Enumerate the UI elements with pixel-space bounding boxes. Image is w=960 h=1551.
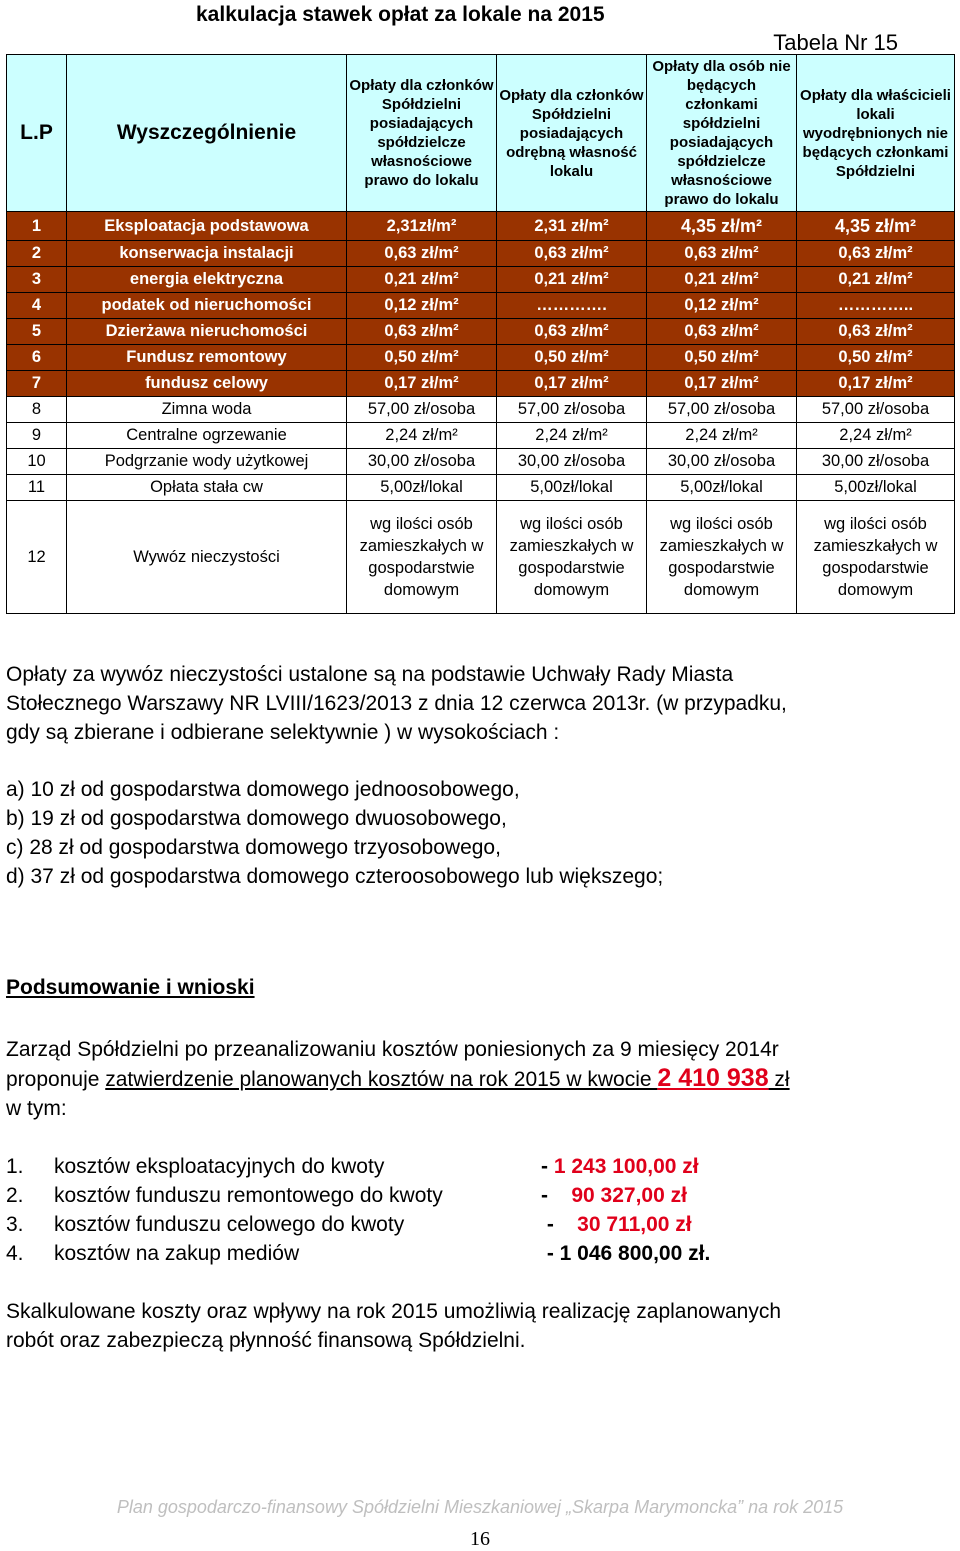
row-number: 1 bbox=[7, 212, 67, 241]
row-number: 8 bbox=[7, 397, 67, 423]
currency-unit: zł bbox=[768, 1068, 790, 1091]
amount-value: 30 711,00 zł bbox=[577, 1213, 692, 1236]
rate-cell: 30,00 zł/osoba bbox=[347, 449, 497, 475]
rate-cell: 30,00 zł/osoba bbox=[797, 449, 955, 475]
closing-paragraph bbox=[6, 1297, 950, 1355]
page-number: 16 bbox=[470, 1528, 490, 1550]
rate-cell: wg ilości osób zamieszkałych w gospodarstwie domowym bbox=[497, 501, 647, 614]
header-owners-non-members: Opłaty dla właścicieli lokali wyodrębnionych nie będących członkami Spółdzielni bbox=[797, 55, 955, 212]
list-item bbox=[6, 1181, 710, 1210]
row-number: 6 bbox=[7, 345, 67, 371]
rate-cell: 0,21 zł/m² bbox=[797, 267, 955, 293]
table-row bbox=[7, 371, 955, 397]
rates-table bbox=[6, 54, 955, 614]
rate-cell: 0,50 zł/m² bbox=[797, 345, 955, 371]
table-row bbox=[7, 267, 955, 293]
summary-text: proponuje bbox=[6, 1068, 106, 1091]
list-item-amount bbox=[541, 1210, 692, 1239]
row-number: 7 bbox=[7, 371, 67, 397]
waste-rate-item: a) 10 zł od gospodarstwa domowego jednoosobowego, bbox=[6, 778, 520, 801]
list-item-dash: - bbox=[541, 1213, 578, 1236]
rate-cell: 0,21 zł/m² bbox=[497, 267, 647, 293]
list-item-number: 3. bbox=[6, 1213, 24, 1236]
header-non-members-cooperative-right: Opłaty dla osób nie będących członkami spółdzielni posiadających spółdzielcze własnościowe prawo do lokalu bbox=[647, 55, 797, 212]
list-item-text: kosztów na zakup mediów bbox=[54, 1242, 300, 1265]
rate-cell: 0,63 zł/m² bbox=[797, 241, 955, 267]
rate-cell: 57,00 zł/osoba bbox=[347, 397, 497, 423]
list-item-dash: - bbox=[541, 1242, 560, 1265]
waste-rate-item: c) 28 zł od gospodarstwa domowego trzyosobowego, bbox=[6, 836, 501, 859]
table-row bbox=[7, 319, 955, 345]
list-item-number: 1. bbox=[6, 1155, 24, 1178]
waste-paragraph-line: gdy są zbierane i odbierane selektywnie ) w wysokościach : bbox=[6, 721, 560, 744]
rate-cell: 0,50 zł/m² bbox=[347, 345, 497, 371]
waste-paragraph bbox=[6, 660, 950, 747]
list-item-dash: - bbox=[541, 1155, 554, 1178]
rate-cell: 0,63 zł/m² bbox=[347, 319, 497, 345]
list-item-text: kosztów eksploatacyjnych do kwoty bbox=[54, 1155, 385, 1178]
rate-cell: 0,63 zł/m² bbox=[647, 241, 797, 267]
rate-cell: 5,00zł/lokal bbox=[797, 475, 955, 501]
waste-paragraph-line: Opłaty za wywóz nieczystości ustalone są na podstawie Uchwały Rady Miasta bbox=[6, 663, 734, 686]
list-item bbox=[6, 1152, 710, 1181]
list-item-text: kosztów funduszu remontowego do kwoty bbox=[54, 1184, 443, 1207]
rate-cell: 5,00zł/lokal bbox=[347, 475, 497, 501]
row-description: podatek od nieruchomości bbox=[67, 293, 347, 319]
list-item-dash: - bbox=[541, 1184, 572, 1207]
rate-cell: 5,00zł/lokal bbox=[497, 475, 647, 501]
rate-cell: 2,24 zł/m² bbox=[497, 423, 647, 449]
waste-rate-item: b) 19 zł od gospodarstwa domowego dwuosobowego, bbox=[6, 807, 507, 830]
header-lp: L.P bbox=[7, 55, 67, 212]
row-number: 3 bbox=[7, 267, 67, 293]
table-label: Tabela Nr 15 bbox=[773, 30, 898, 55]
list-item-amount bbox=[541, 1239, 710, 1268]
closing-line: Skalkulowane koszty oraz wpływy na rok 2015 umożliwią realizację zaplanowanych bbox=[6, 1300, 782, 1323]
rate-cell: ………….. bbox=[797, 293, 955, 319]
summary-line: Zarząd Spółdzielni po przeanalizowaniu kosztów poniesionych za 9 miesięcy 2014r bbox=[6, 1038, 779, 1061]
table-row bbox=[7, 241, 955, 267]
list-item bbox=[6, 1239, 710, 1268]
row-number: 5 bbox=[7, 319, 67, 345]
row-description: energia elektryczna bbox=[67, 267, 347, 293]
rate-cell: 0,63 zł/m² bbox=[497, 241, 647, 267]
row-number: 4 bbox=[7, 293, 67, 319]
rate-cell: 0,17 zł/m² bbox=[347, 371, 497, 397]
amount-value: 1 046 800,00 zł. bbox=[559, 1242, 711, 1265]
table-row bbox=[7, 345, 955, 371]
rate-cell: 4,35 zł/m² bbox=[797, 212, 955, 241]
summary-line: w tym: bbox=[6, 1097, 67, 1120]
rate-cell: 0,21 zł/m² bbox=[347, 267, 497, 293]
rate-cell: 0,12 zł/m² bbox=[647, 293, 797, 319]
row-description: Eksploatacja podstawowa bbox=[67, 212, 347, 241]
table-row bbox=[7, 475, 955, 501]
row-description: Dzierżawa nieruchomości bbox=[67, 319, 347, 345]
table-header-row bbox=[7, 55, 955, 212]
amount-value: 1 243 100,00 zł bbox=[553, 1155, 699, 1178]
waste-rates-list bbox=[6, 775, 950, 891]
rate-cell: 0,50 zł/m² bbox=[647, 345, 797, 371]
rate-cell: 0,17 zł/m² bbox=[497, 371, 647, 397]
rate-cell: 0,17 zł/m² bbox=[797, 371, 955, 397]
row-description: fundusz celowy bbox=[67, 371, 347, 397]
row-number: 9 bbox=[7, 423, 67, 449]
row-number: 11 bbox=[7, 475, 67, 501]
rate-cell: 0,17 zł/m² bbox=[647, 371, 797, 397]
table-row bbox=[7, 501, 955, 614]
rate-cell: 2,24 zł/m² bbox=[347, 423, 497, 449]
rate-cell: 0,63 zł/m² bbox=[647, 319, 797, 345]
list-item bbox=[6, 1210, 710, 1239]
row-description: Zimna woda bbox=[67, 397, 347, 423]
rate-cell: 2,31 zł/m² bbox=[497, 212, 647, 241]
header-members-separate-ownership: Opłaty dla członków Spółdzielni posiadających odrębną własność lokalu bbox=[497, 55, 647, 212]
header-description: Wyszczególnienie bbox=[67, 55, 347, 212]
table-row bbox=[7, 293, 955, 319]
header-members-cooperative-right: Opłaty dla członków Spółdzielni posiadających spółdzielcze własnościowe prawo do lokalu bbox=[347, 55, 497, 212]
rate-cell: wg ilości osób zamieszkałych w gospodarstwie domowym bbox=[347, 501, 497, 614]
list-item-number: 2. bbox=[6, 1184, 24, 1207]
row-number: 10 bbox=[7, 449, 67, 475]
summary-underlined-text: zatwierdzenie planowanych kosztów na rok 2015 w kwocie bbox=[105, 1068, 658, 1091]
page-title: kalkulacja stawek opłat za lokale na 2015 bbox=[196, 3, 605, 26]
rate-cell: 57,00 zł/osoba bbox=[797, 397, 955, 423]
total-amount: 2 410 938 bbox=[657, 1064, 769, 1092]
row-number: 12 bbox=[7, 501, 67, 614]
row-description: Centralne ogrzewanie bbox=[67, 423, 347, 449]
closing-line: robót oraz zabezpieczą płynność finansową Spółdzielni. bbox=[6, 1329, 526, 1352]
list-item-number: 4. bbox=[6, 1242, 24, 1265]
rate-cell: 5,00zł/lokal bbox=[647, 475, 797, 501]
row-number: 2 bbox=[7, 241, 67, 267]
list-item-amount bbox=[541, 1152, 699, 1181]
rate-cell: 0,63 zł/m² bbox=[497, 319, 647, 345]
rate-cell: wg ilości osób zamieszkałych w gospodarstwie domowym bbox=[797, 501, 955, 614]
row-description: Fundusz remontowy bbox=[67, 345, 347, 371]
rate-cell: 30,00 zł/osoba bbox=[497, 449, 647, 475]
rate-cell: 2,24 zł/m² bbox=[797, 423, 955, 449]
row-description: Wywóz nieczystości bbox=[67, 501, 347, 614]
rate-cell: 0,63 zł/m² bbox=[797, 319, 955, 345]
rate-cell: 0,63 zł/m² bbox=[347, 241, 497, 267]
table-row bbox=[7, 423, 955, 449]
rate-cell: 2,31zł/m² bbox=[347, 212, 497, 241]
summary-paragraph bbox=[6, 1035, 950, 1123]
rate-cell: 30,00 zł/osoba bbox=[647, 449, 797, 475]
rate-cell: 57,00 zł/osoba bbox=[647, 397, 797, 423]
row-description: konserwacja instalacji bbox=[67, 241, 347, 267]
list-item-amount bbox=[541, 1181, 687, 1210]
row-description: Podgrzanie wody użytkowej bbox=[67, 449, 347, 475]
waste-rate-item: d) 37 zł od gospodarstwa domowego czteroosobowego lub większego; bbox=[6, 865, 664, 888]
rate-cell: 0,12 zł/m² bbox=[347, 293, 497, 319]
cost-list bbox=[6, 1152, 710, 1268]
table-row bbox=[7, 449, 955, 475]
list-item-text: kosztów funduszu celowego do kwoty bbox=[54, 1213, 405, 1236]
page-footer: Plan gospodarczo-finansowy Spółdzielni Mieszkaniowej „Skarpa Marymoncka” na rok 2015 bbox=[116, 1497, 844, 1517]
rate-cell: …………. bbox=[497, 293, 647, 319]
summary-title: Podsumowanie i wnioski bbox=[6, 976, 255, 999]
rate-cell: 0,50 zł/m² bbox=[497, 345, 647, 371]
rate-cell: wg ilości osób zamieszkałych w gospodarstwie domowym bbox=[647, 501, 797, 614]
table-row bbox=[7, 212, 955, 241]
row-description: Opłata stała cw bbox=[67, 475, 347, 501]
rate-cell: 0,21 zł/m² bbox=[647, 267, 797, 293]
rate-cell: 57,00 zł/osoba bbox=[497, 397, 647, 423]
waste-paragraph-line: Stołecznego Warszawy NR LVIII/1623/2013 z dnia 12 czerwca 2013r. (w przypadku, bbox=[6, 692, 787, 715]
rate-cell: 4,35 zł/m² bbox=[647, 212, 797, 241]
summary-line bbox=[6, 1064, 950, 1094]
amount-value: 90 327,00 zł bbox=[571, 1184, 687, 1207]
rate-cell: 2,24 zł/m² bbox=[647, 423, 797, 449]
table-row bbox=[7, 397, 955, 423]
